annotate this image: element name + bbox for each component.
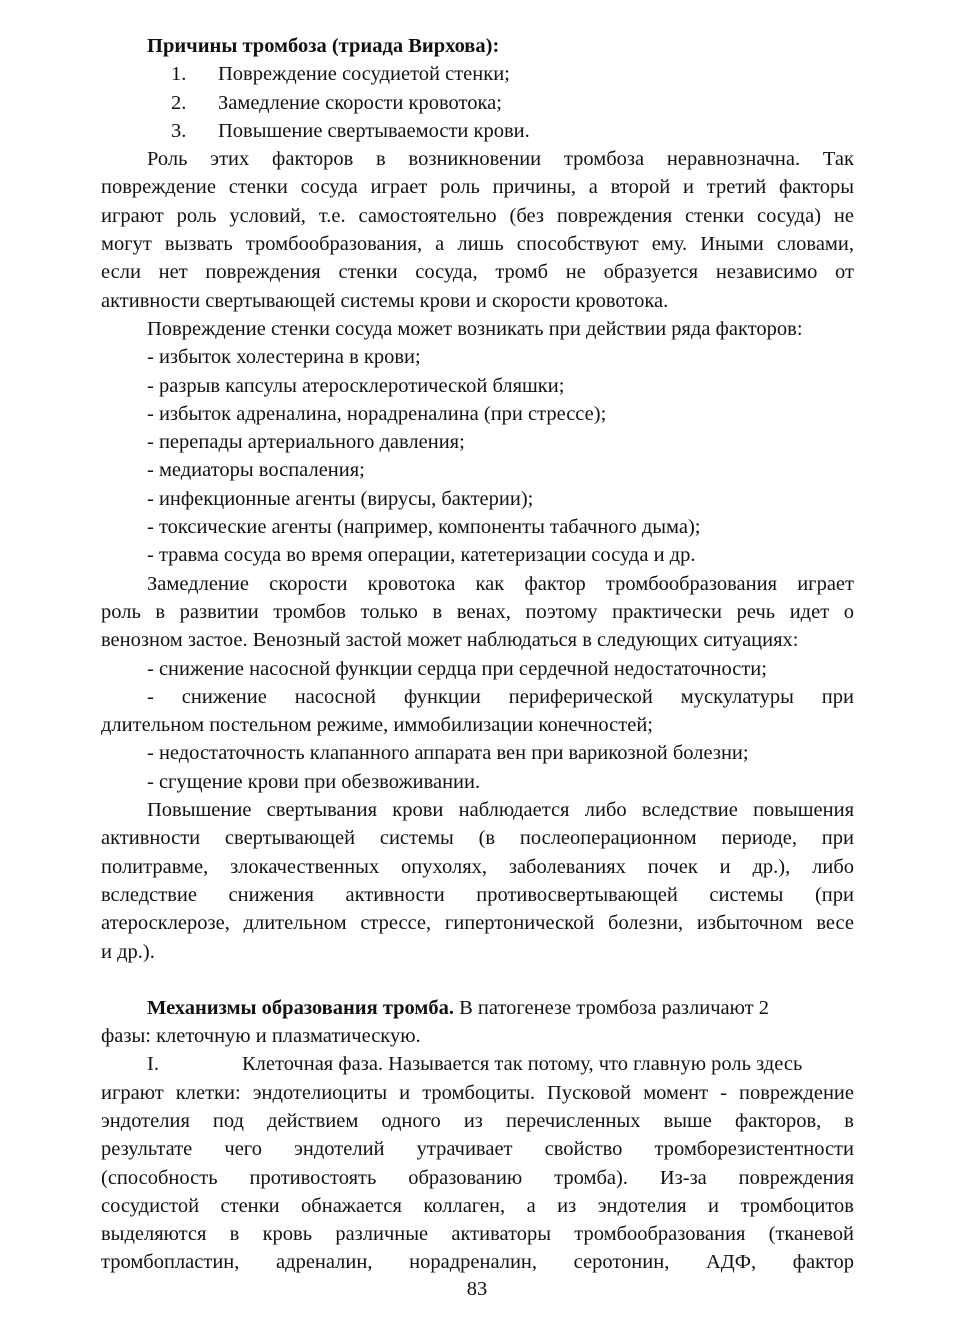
list-text: Замедление скорости кровотока; (218, 91, 502, 114)
bullet-item: - избыток холестерина в крови; (147, 346, 421, 369)
list-number: 2. (171, 91, 187, 114)
list-text: Повреждение сосудиетой стенки; (218, 63, 510, 86)
bullet-item: - токсические агенты (например, компоненты табачного дыма); (147, 516, 701, 539)
paragraph-line: играют роль условий, т.е. самостоятельно (без повреждения стенки сосуда) не (101, 204, 854, 227)
paragraph-line: Повреждение стенки сосуда может возникать при действии ряда факторов: (147, 317, 803, 340)
paragraph-line: результате чего эндотелий утрачивает свойство тромборезистентности (101, 1138, 854, 1161)
blank-line (101, 966, 854, 994)
phase-number: I. (147, 1053, 159, 1076)
paragraph-line: активности свертывающей системы (в послеоперационном периоде, при (101, 827, 854, 850)
bullet-item: - травма сосуда во время операции, катетеризации сосуда и др. (147, 544, 696, 567)
bullet-item: - снижение насосной функции периферической мускулатуры при (147, 685, 854, 708)
paragraph-line: повреждение стенки сосуда играет роль причины, а второй и третий факторы (101, 176, 854, 199)
bullet-item: - инфекционные агенты (вирусы, бактерии); (147, 487, 534, 510)
paragraph-line: политравме, злокачественных опухолях, заболеваниях почек и др.), либо (101, 855, 854, 878)
paragraph-line: Замедление скорости кровотока как фактор тромбообразования играет (147, 572, 854, 595)
bullet-item: - избыток адреналина, норадреналина (при стрессе); (147, 402, 607, 425)
section-heading: Причины тромбоза (триада Вирхова): (147, 35, 500, 57)
paragraph-line: эндотелия под действием одного из перечисленных выше факторов, в (101, 1109, 854, 1132)
paragraph-line: играют клетки: эндотелиоциты и тромбоциты. Пусковой момент - повреждение (101, 1081, 854, 1104)
paragraph-line: тромбопластин, адреналин, норадреналин, серотонин, АДФ, фактор (101, 1251, 854, 1274)
bullet-item: - недостаточность клапанного аппарата вен при варикозной болезни; (147, 742, 749, 765)
bullet-item: - снижение насосной функции сердца при сердечной недостаточности; (147, 657, 767, 680)
paragraph-line: сосудистой стенки обнажается коллаген, а из эндотелия и тромбоцитов (101, 1194, 854, 1217)
mechanisms-text: В патогенезе тромбоза различают 2 (454, 996, 770, 1019)
list-text: Повышение свертываемости крови. (218, 119, 530, 142)
paragraph-line: Повышение свертывания крови наблюдается либо вследствие повышения (147, 799, 854, 822)
paragraph-line: роль в развитии тромбов только в венах, поэтому практически речь идет о (101, 600, 854, 623)
bullet-item: - медиаторы воспаления; (147, 459, 365, 482)
paragraph-line: если нет повреждения стенки сосуда, тромб не образуется независимо от (101, 261, 854, 284)
phase-heading-line (101, 1050, 854, 1078)
mechanisms-heading: Механизмы образования тромба. (147, 996, 454, 1019)
paragraph-line: атеросклерозе, длительном стрессе, гипертонической болезни, избыточном весе (101, 912, 854, 935)
paragraph-line: выделяются в кровь различные активаторы тромбообразования (тканевой (101, 1223, 854, 1246)
paragraph-line (101, 994, 854, 1022)
paragraph-line: длительном постельном режиме, иммобилизации конечностей; (101, 714, 653, 737)
bullet-item: - перепады артериального давления; (147, 431, 465, 454)
paragraph-line: (способность противостоять образованию тромба). Из-за повреждения (101, 1166, 854, 1189)
list-item (101, 117, 854, 145)
paragraph-line: вследствие снижения активности противосвертывающей системы (при (101, 883, 854, 906)
bullet-item: - разрыв капсулы атеросклеротической бляшки; (147, 374, 565, 397)
list-item (101, 89, 854, 117)
list-item (101, 60, 854, 88)
page-content (101, 32, 854, 1277)
list-number: 3. (171, 119, 187, 142)
paragraph-line: Роль этих факторов в возникновении тромбоза неравнозначна. Так (147, 148, 854, 171)
paragraph-line: и др.). (101, 940, 155, 963)
list-number: 1. (171, 63, 187, 86)
paragraph-line: могут вызвать тромбообразования, а лишь способствуют ему. Иными словами, (101, 233, 854, 256)
paragraph-line: фазы: клеточную и плазматическую. (101, 1025, 421, 1048)
phase-first-line: Клеточная фаза. Называется так потому, что главную роль здесь (242, 1053, 803, 1076)
paragraph-line: активности свертывающей системы крови и скорости кровотока. (101, 289, 669, 312)
paragraph-line: венозном застое. Венозный застой может наблюдаться в следующих ситуациях: (101, 629, 799, 652)
bullet-item: - сгущение крови при обезвоживании. (147, 770, 481, 793)
page-number: 83 (466, 1278, 488, 1300)
